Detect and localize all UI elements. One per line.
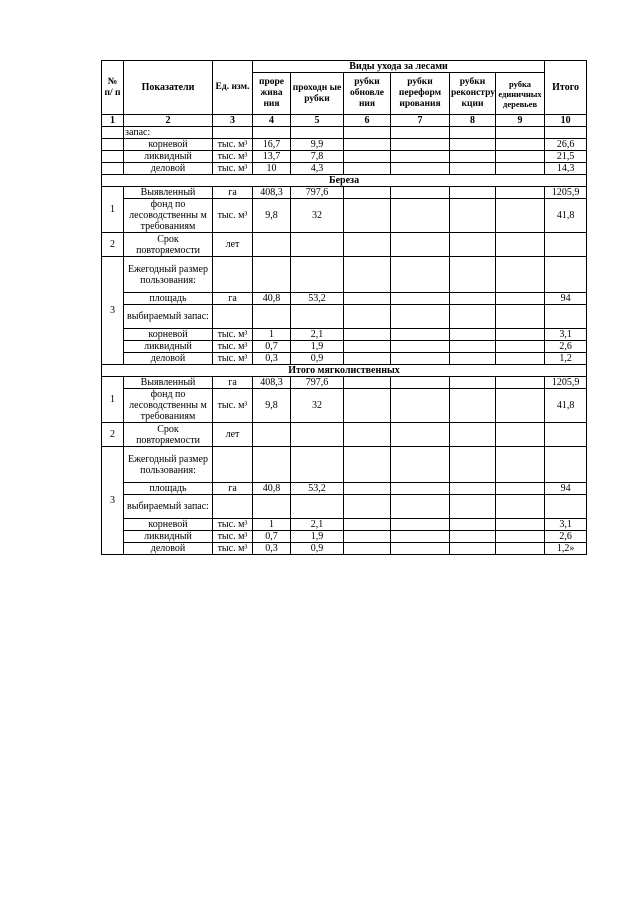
total-cell: 1205,9	[545, 187, 587, 199]
value-cell	[496, 341, 545, 353]
value-cell	[496, 353, 545, 365]
row-number: 2	[102, 233, 124, 257]
row-label: фонд по лесоводственны м требованиям	[124, 199, 213, 233]
value-cell	[496, 127, 545, 139]
row-unit: тыс. м³	[213, 151, 253, 163]
column-numbers-row	[102, 115, 587, 127]
table-row	[102, 127, 587, 139]
value-cell	[450, 305, 496, 329]
document-page	[101, 60, 586, 555]
value-cell: 40,8	[253, 483, 291, 495]
value-cell	[496, 329, 545, 341]
header-type-renewal: рубки обновле ния	[344, 73, 391, 115]
table-row	[102, 377, 587, 389]
value-cell	[391, 257, 450, 293]
value-cell	[344, 293, 391, 305]
table-row	[102, 233, 587, 257]
value-cell	[391, 163, 450, 175]
value-cell	[253, 495, 291, 519]
value-cell: 10	[253, 163, 291, 175]
forest-care-table	[101, 60, 587, 555]
value-cell: 53,2	[291, 293, 344, 305]
row-label: ликвидный	[124, 151, 213, 163]
value-cell: 0,9	[291, 353, 344, 365]
row-label: корневой	[124, 139, 213, 151]
value-cell	[450, 483, 496, 495]
value-cell	[450, 519, 496, 531]
column-number: 8	[450, 115, 496, 127]
value-cell	[344, 483, 391, 495]
row-number: 1	[102, 187, 124, 233]
value-cell	[450, 329, 496, 341]
section-title: Итого мягколиственных	[102, 365, 587, 377]
value-cell: 408,3	[253, 377, 291, 389]
row-label: деловой	[124, 353, 213, 365]
table-row	[102, 531, 587, 543]
header-type-passage: проходн ые рубки	[291, 73, 344, 115]
total-cell: 94	[545, 293, 587, 305]
row-label: площадь	[124, 293, 213, 305]
value-cell	[391, 483, 450, 495]
value-cell: 4,3	[291, 163, 344, 175]
value-cell	[450, 531, 496, 543]
header-type-thinning: проре жива ния	[253, 73, 291, 115]
value-cell	[291, 127, 344, 139]
table-row	[102, 257, 587, 293]
section-title-row	[102, 365, 587, 377]
value-cell	[344, 447, 391, 483]
row-label: площадь	[124, 483, 213, 495]
value-cell	[291, 447, 344, 483]
value-cell: 9,8	[253, 199, 291, 233]
row-label: ликвидный	[124, 531, 213, 543]
value-cell: 32	[291, 389, 344, 423]
value-cell	[391, 127, 450, 139]
value-cell	[253, 233, 291, 257]
value-cell	[450, 495, 496, 519]
value-cell	[253, 423, 291, 447]
value-cell	[253, 257, 291, 293]
value-cell	[391, 447, 450, 483]
value-cell	[344, 139, 391, 151]
value-cell	[344, 233, 391, 257]
row-number: 3	[102, 257, 124, 365]
table-row	[102, 163, 587, 175]
value-cell: 7,8	[291, 151, 344, 163]
value-cell	[391, 543, 450, 555]
value-cell: 40,8	[253, 293, 291, 305]
value-cell	[496, 543, 545, 555]
value-cell	[391, 341, 450, 353]
row-unit: га	[213, 293, 253, 305]
section-title: Береза	[102, 175, 587, 187]
value-cell	[450, 151, 496, 163]
table-row	[102, 199, 587, 233]
value-cell	[253, 127, 291, 139]
total-cell: 2,6	[545, 341, 587, 353]
column-number: 1	[102, 115, 124, 127]
value-cell: 9,9	[291, 139, 344, 151]
value-cell	[344, 199, 391, 233]
table-row	[102, 341, 587, 353]
value-cell	[391, 293, 450, 305]
value-cell	[253, 305, 291, 329]
row-unit	[213, 127, 253, 139]
row-number	[102, 151, 124, 163]
total-cell	[545, 233, 587, 257]
value-cell: 797,6	[291, 377, 344, 389]
value-cell	[496, 151, 545, 163]
value-cell	[344, 341, 391, 353]
row-unit: га	[213, 377, 253, 389]
table-row	[102, 139, 587, 151]
row-label: фонд по лесоводственны м требованиям	[124, 389, 213, 423]
total-cell: 14,3	[545, 163, 587, 175]
value-cell	[450, 233, 496, 257]
value-cell	[391, 305, 450, 329]
row-label: Выявленный	[124, 377, 213, 389]
value-cell	[344, 163, 391, 175]
row-label: Срок повторяемости	[124, 233, 213, 257]
row-unit: га	[213, 483, 253, 495]
value-cell: 0,7	[253, 531, 291, 543]
value-cell	[253, 447, 291, 483]
total-cell	[545, 447, 587, 483]
total-cell: 41,8	[545, 199, 587, 233]
table-row	[102, 151, 587, 163]
total-cell: 41,8	[545, 389, 587, 423]
row-unit	[213, 447, 253, 483]
table-body	[102, 127, 587, 555]
value-cell: 0,9	[291, 543, 344, 555]
header-num: № п/ п	[102, 61, 124, 115]
value-cell	[496, 389, 545, 423]
value-cell	[496, 531, 545, 543]
value-cell: 9,8	[253, 389, 291, 423]
total-cell	[545, 495, 587, 519]
row-unit: тыс. м³	[213, 543, 253, 555]
value-cell: 1	[253, 519, 291, 531]
row-unit: тыс. м³	[213, 329, 253, 341]
value-cell	[391, 233, 450, 257]
value-cell: 797,6	[291, 187, 344, 199]
row-unit: тыс. м³	[213, 199, 253, 233]
value-cell	[450, 257, 496, 293]
header-indicator: Показатели	[124, 61, 213, 115]
value-cell	[344, 127, 391, 139]
table-row	[102, 293, 587, 305]
value-cell: 2,1	[291, 329, 344, 341]
row-label: выбираемый запас:	[124, 495, 213, 519]
row-unit: тыс. м³	[213, 353, 253, 365]
value-cell	[344, 305, 391, 329]
row-number	[102, 127, 124, 139]
table-row	[102, 495, 587, 519]
value-cell	[291, 423, 344, 447]
column-number: 6	[344, 115, 391, 127]
value-cell: 1,9	[291, 531, 344, 543]
column-number: 4	[253, 115, 291, 127]
header-type-reconstruction: рубки реконстру кции	[450, 73, 496, 115]
value-cell	[496, 257, 545, 293]
value-cell	[496, 519, 545, 531]
total-cell	[545, 305, 587, 329]
column-number: 10	[545, 115, 587, 127]
value-cell	[450, 377, 496, 389]
value-cell	[496, 293, 545, 305]
value-cell: 16,7	[253, 139, 291, 151]
value-cell	[344, 531, 391, 543]
section-title-row	[102, 175, 587, 187]
row-label: Выявленный	[124, 187, 213, 199]
value-cell: 1,9	[291, 341, 344, 353]
value-cell	[450, 127, 496, 139]
value-cell	[344, 495, 391, 519]
value-cell	[496, 305, 545, 329]
row-label: запас:	[124, 127, 213, 139]
value-cell: 1	[253, 329, 291, 341]
table-row	[102, 447, 587, 483]
row-number: 3	[102, 447, 124, 555]
total-cell: 21,5	[545, 151, 587, 163]
value-cell	[450, 139, 496, 151]
total-cell: 2,6	[545, 531, 587, 543]
row-label: выбираемый запас:	[124, 305, 213, 329]
value-cell	[391, 329, 450, 341]
row-number: 1	[102, 377, 124, 423]
total-cell: 94	[545, 483, 587, 495]
value-cell	[496, 377, 545, 389]
header-type-reformation: рубки переформ ирования	[391, 73, 450, 115]
total-cell: 26,6	[545, 139, 587, 151]
total-cell: 1205,9	[545, 377, 587, 389]
row-unit: га	[213, 187, 253, 199]
row-unit: тыс. м³	[213, 341, 253, 353]
row-label: Ежегодный размер пользования:	[124, 257, 213, 293]
header-type-single-tree: рубка единичных деревьев	[496, 73, 545, 115]
value-cell	[496, 423, 545, 447]
table-row	[102, 543, 587, 555]
value-cell	[391, 377, 450, 389]
value-cell	[450, 341, 496, 353]
row-unit: лет	[213, 233, 253, 257]
table-row	[102, 423, 587, 447]
table-row	[102, 519, 587, 531]
row-label: корневой	[124, 519, 213, 531]
value-cell: 53,2	[291, 483, 344, 495]
table-row	[102, 305, 587, 329]
value-cell: 0,3	[253, 543, 291, 555]
value-cell	[450, 423, 496, 447]
value-cell	[344, 187, 391, 199]
row-number	[102, 163, 124, 175]
row-unit: лет	[213, 423, 253, 447]
value-cell: 13,7	[253, 151, 291, 163]
row-label: деловой	[124, 543, 213, 555]
header-group-title: Виды ухода за лесами	[253, 61, 545, 73]
column-number: 5	[291, 115, 344, 127]
value-cell	[496, 139, 545, 151]
value-cell	[344, 377, 391, 389]
column-number: 9	[496, 115, 545, 127]
value-cell	[344, 389, 391, 423]
value-cell	[391, 151, 450, 163]
value-cell	[450, 293, 496, 305]
value-cell	[450, 187, 496, 199]
table-row	[102, 187, 587, 199]
value-cell	[496, 495, 545, 519]
table-row	[102, 483, 587, 495]
header-total: Итого	[545, 61, 587, 115]
total-cell: 3,1	[545, 329, 587, 341]
value-cell	[496, 187, 545, 199]
value-cell	[391, 531, 450, 543]
value-cell	[450, 163, 496, 175]
row-label: Ежегодный размер пользования:	[124, 447, 213, 483]
value-cell	[391, 495, 450, 519]
value-cell	[496, 233, 545, 257]
value-cell	[450, 389, 496, 423]
total-cell	[545, 257, 587, 293]
value-cell	[496, 163, 545, 175]
value-cell	[291, 305, 344, 329]
row-number	[102, 139, 124, 151]
value-cell: 0,7	[253, 341, 291, 353]
total-cell: 1,2	[545, 353, 587, 365]
row-label: ликвидный	[124, 341, 213, 353]
value-cell	[291, 257, 344, 293]
value-cell	[450, 353, 496, 365]
value-cell	[344, 543, 391, 555]
row-unit: тыс. м³	[213, 519, 253, 531]
row-unit: тыс. м³	[213, 531, 253, 543]
value-cell	[450, 447, 496, 483]
value-cell	[344, 151, 391, 163]
value-cell	[450, 199, 496, 233]
value-cell: 0,3	[253, 353, 291, 365]
row-unit	[213, 257, 253, 293]
value-cell	[391, 423, 450, 447]
row-label: корневой	[124, 329, 213, 341]
value-cell	[291, 233, 344, 257]
value-cell	[450, 543, 496, 555]
row-unit: тыс. м³	[213, 163, 253, 175]
header-unit: Ед. изм.	[213, 61, 253, 115]
row-unit	[213, 305, 253, 329]
value-cell	[344, 257, 391, 293]
row-unit: тыс. м³	[213, 389, 253, 423]
value-cell: 408,3	[253, 187, 291, 199]
value-cell	[391, 199, 450, 233]
table-row	[102, 353, 587, 365]
row-unit: тыс. м³	[213, 139, 253, 151]
row-label: Срок повторяемости	[124, 423, 213, 447]
table-row	[102, 389, 587, 423]
value-cell	[391, 353, 450, 365]
value-cell	[496, 483, 545, 495]
column-number: 3	[213, 115, 253, 127]
value-cell	[496, 447, 545, 483]
row-unit	[213, 495, 253, 519]
total-cell	[545, 423, 587, 447]
value-cell	[391, 389, 450, 423]
value-cell	[391, 187, 450, 199]
column-number: 7	[391, 115, 450, 127]
value-cell	[391, 519, 450, 531]
value-cell: 32	[291, 199, 344, 233]
row-label: деловой	[124, 163, 213, 175]
total-cell: 3,1	[545, 519, 587, 531]
value-cell	[344, 423, 391, 447]
table-row	[102, 329, 587, 341]
row-number: 2	[102, 423, 124, 447]
value-cell	[344, 519, 391, 531]
total-cell: 1,2»	[545, 543, 587, 555]
value-cell	[496, 199, 545, 233]
total-cell	[545, 127, 587, 139]
value-cell	[344, 353, 391, 365]
value-cell: 2,1	[291, 519, 344, 531]
value-cell	[344, 329, 391, 341]
value-cell	[391, 139, 450, 151]
column-number: 2	[124, 115, 213, 127]
value-cell	[291, 495, 344, 519]
